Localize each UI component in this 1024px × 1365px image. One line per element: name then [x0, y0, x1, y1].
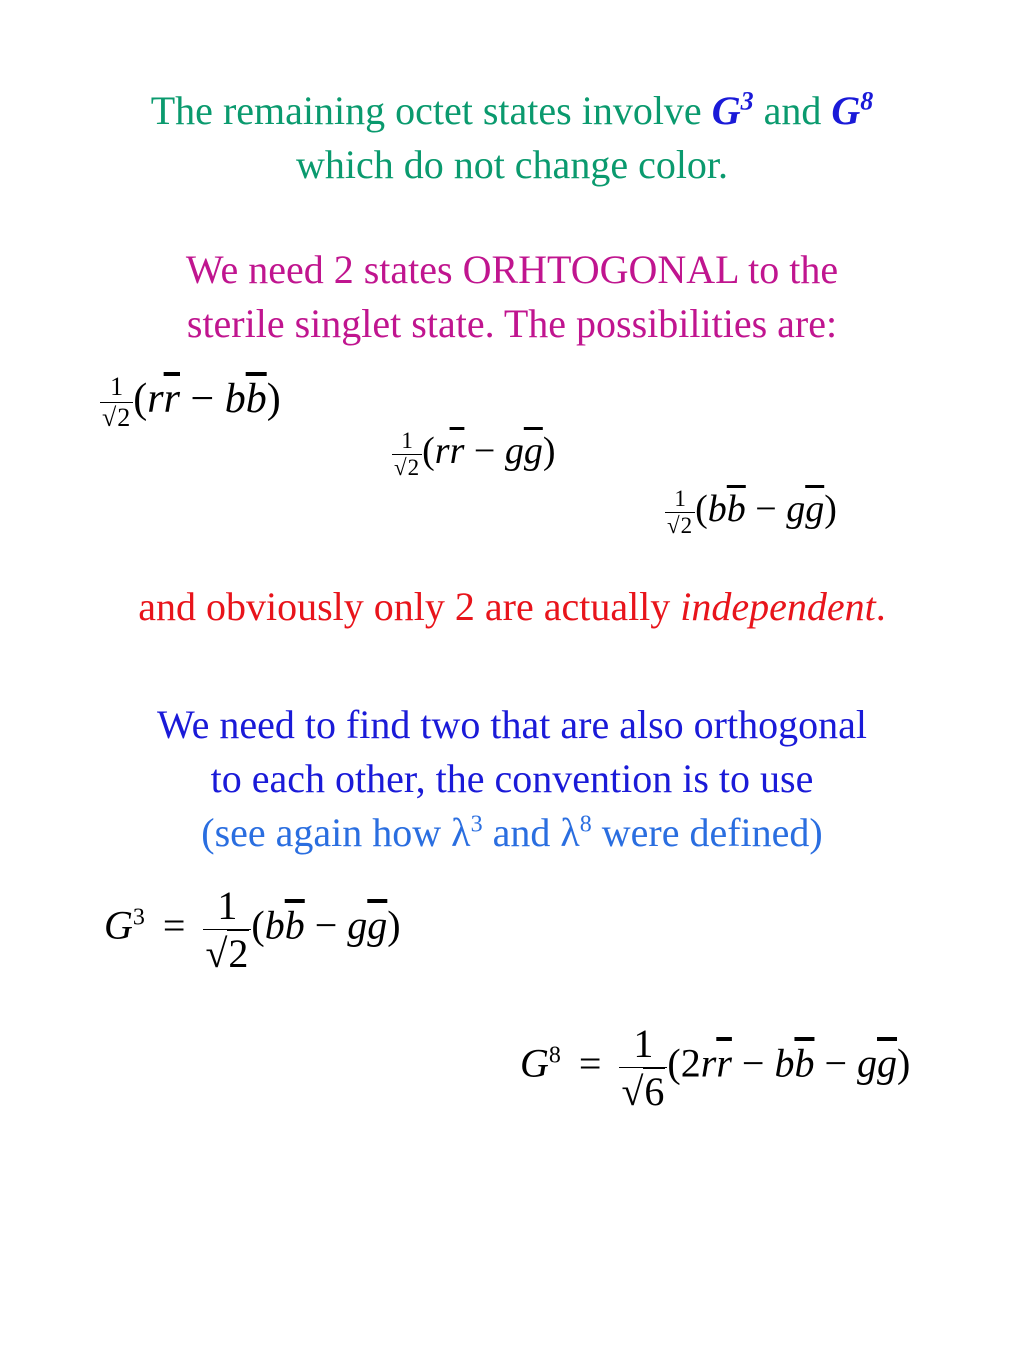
g8-symbol: $G^8$	[831, 86, 874, 133]
fraction: $\frac{1}{√2}$	[203, 882, 251, 977]
fraction: $\frac{1}{√2}$	[665, 486, 695, 539]
intro-and: and	[763, 88, 822, 133]
state-rr-gg: $\frac{1}{√2}$ $(r\overline{r} - g\overline{g})$	[394, 428, 556, 480]
intro-line-1	[0, 84, 1024, 138]
find-line-3: (see again how $\lambda^3$ and $\lambda^8$ were defined)	[201, 810, 823, 855]
find-line-1: We need to find two that are also orthogonal	[157, 702, 867, 747]
g3-definition: $G^3$ = $\frac{1}{√2}$ $(b\overline{b} - g\overline{g})$	[104, 883, 401, 976]
state-bb-gg: $\frac{1}{√2}$ $(b\overline{b} - g\overline{g})$	[667, 486, 837, 538]
fraction: $\frac{1}{√2}$	[100, 372, 133, 433]
find-paragraph	[0, 698, 1024, 860]
need-paragraph	[0, 243, 1024, 351]
state-rr-bb: $\frac{1}{√2}$ $(r\overline{r} - b\overline{b})$	[102, 372, 281, 432]
intro-text: The remaining octet states involve	[150, 88, 702, 133]
intro-line-2: which do not change color.	[295, 142, 729, 187]
intro-paragraph	[0, 84, 1024, 192]
fraction: $\frac{1}{√2}$	[392, 428, 422, 481]
need-line-1: We need 2 states ORHTOGONAL to the	[185, 247, 839, 292]
g3-symbol: $G^3$	[711, 86, 754, 133]
independent-emphasis: independent	[680, 584, 876, 629]
independent-line: and obviously only 2 are actually independent.	[138, 584, 886, 629]
need-line-2: sterile singlet state. The possibilities are:	[186, 301, 838, 346]
fraction: $\frac{1}{√6}$	[619, 1020, 667, 1115]
find-line-2: to each other, the convention is to use	[210, 756, 814, 801]
g8-definition: $G^8$ = $\frac{1}{√6}$ $(2r\overline{r} - b\overline{b} - g\overline{g})$	[520, 1021, 911, 1114]
